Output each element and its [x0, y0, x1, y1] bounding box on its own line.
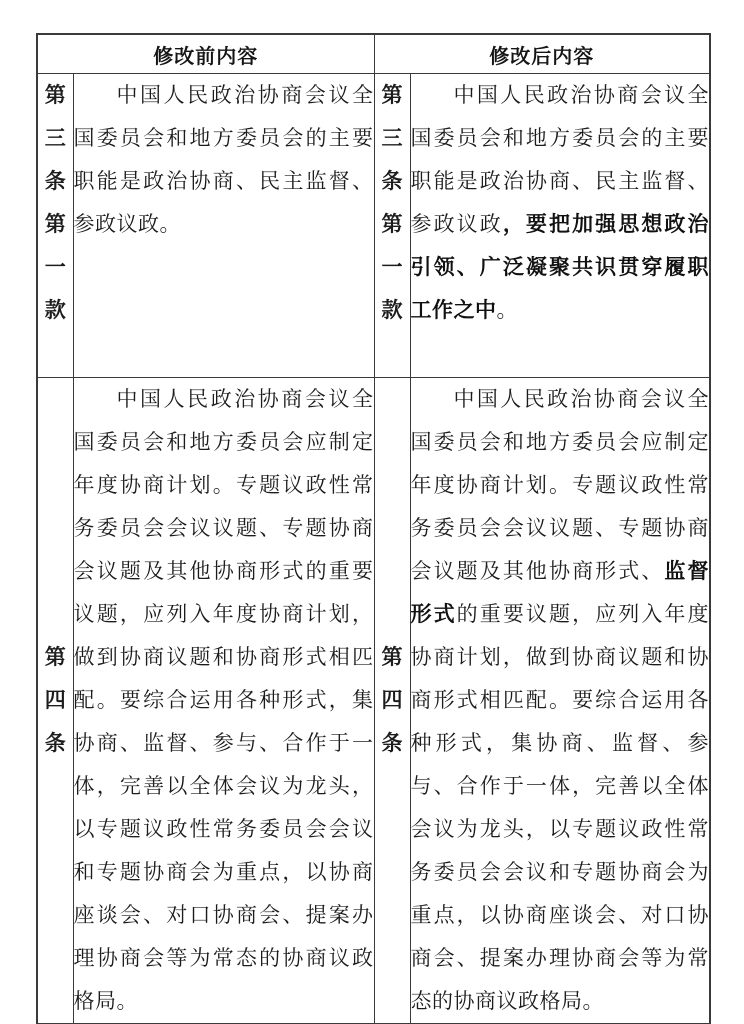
cell-before-row1 [73, 74, 374, 378]
article-label-after-row2: 第四条 [374, 378, 410, 1024]
cell-after-row2 [410, 378, 710, 1024]
article-label-before-row2: 第四条 [37, 378, 73, 1024]
revision-comparison-table [36, 33, 711, 1024]
paragraph-before-row1 [74, 74, 374, 246]
article-label-after-row1: 第三条第一款 [374, 74, 410, 378]
article-label-before-row1: 第三条第一款 [37, 74, 73, 378]
column-header-after: 修改后内容 [374, 34, 710, 74]
text-segment: 。 [496, 298, 518, 322]
column-header-before: 修改前内容 [37, 34, 374, 74]
cell-before-row2 [73, 378, 374, 1024]
table-row-article-4 [37, 378, 710, 1024]
paragraph-after-row1 [411, 74, 710, 332]
inserted-text-segment: 监督形式 [410, 560, 710, 626]
header-row [37, 34, 710, 74]
text-segment: 的重要议题，应列入年度协商计划，做到协商议题和协商形式相匹配。要综合运用各种形式，集协商、监督、参与、合作于一体，完善以全体会议为龙头，以专题议政性常务委员会会议和专题协商会为重点，以协商座谈会、对口协商会、提案办理协商会等为常态的协商议政格局。 [410, 602, 710, 1013]
paragraph-after-row2 [411, 378, 710, 1023]
table-row-article-3 [37, 74, 710, 378]
text-segment: 中国人民政治协商会议全国委员会和地方委员会应制定年度协商计划。专题议政性常务委员会会议议题、专题协商会议题及其他协商形式的重要议题，应列入年度协商计划，做到协商议题和协商形式相匹配。要综合运用各种形式，集协商、监督、参与、合作于一体，完善以全体会议为龙头，以专题议政性常务委员会会议和专题协商会为重点，以协商座谈会、对口协商会、提案办理协商会等为常态的协商议政格局。 [73, 387, 374, 1013]
text-segment: 中国人民政治协商会议全国委员会和地方委员会应制定年度协商计划。专题议政性常务委员会会议议题、专题协商会议题及其他协商形式、 [410, 387, 709, 583]
paragraph-before-row2 [74, 378, 374, 1023]
text-segment: 中国人民政治协商会议全国委员会和地方委员会的主要职能是政治协商、民主监督、参政议政。 [73, 83, 374, 236]
inserted-text-segment: ，要把加强思想政治引领、广泛凝聚共识贯穿履职工作之中 [410, 213, 710, 322]
text-segment: 中国人民政治协商会议全国委员会和地方委员会的主要职能是政治协商、民主监督、参政议政 [410, 83, 709, 236]
cell-after-row1 [410, 74, 710, 378]
